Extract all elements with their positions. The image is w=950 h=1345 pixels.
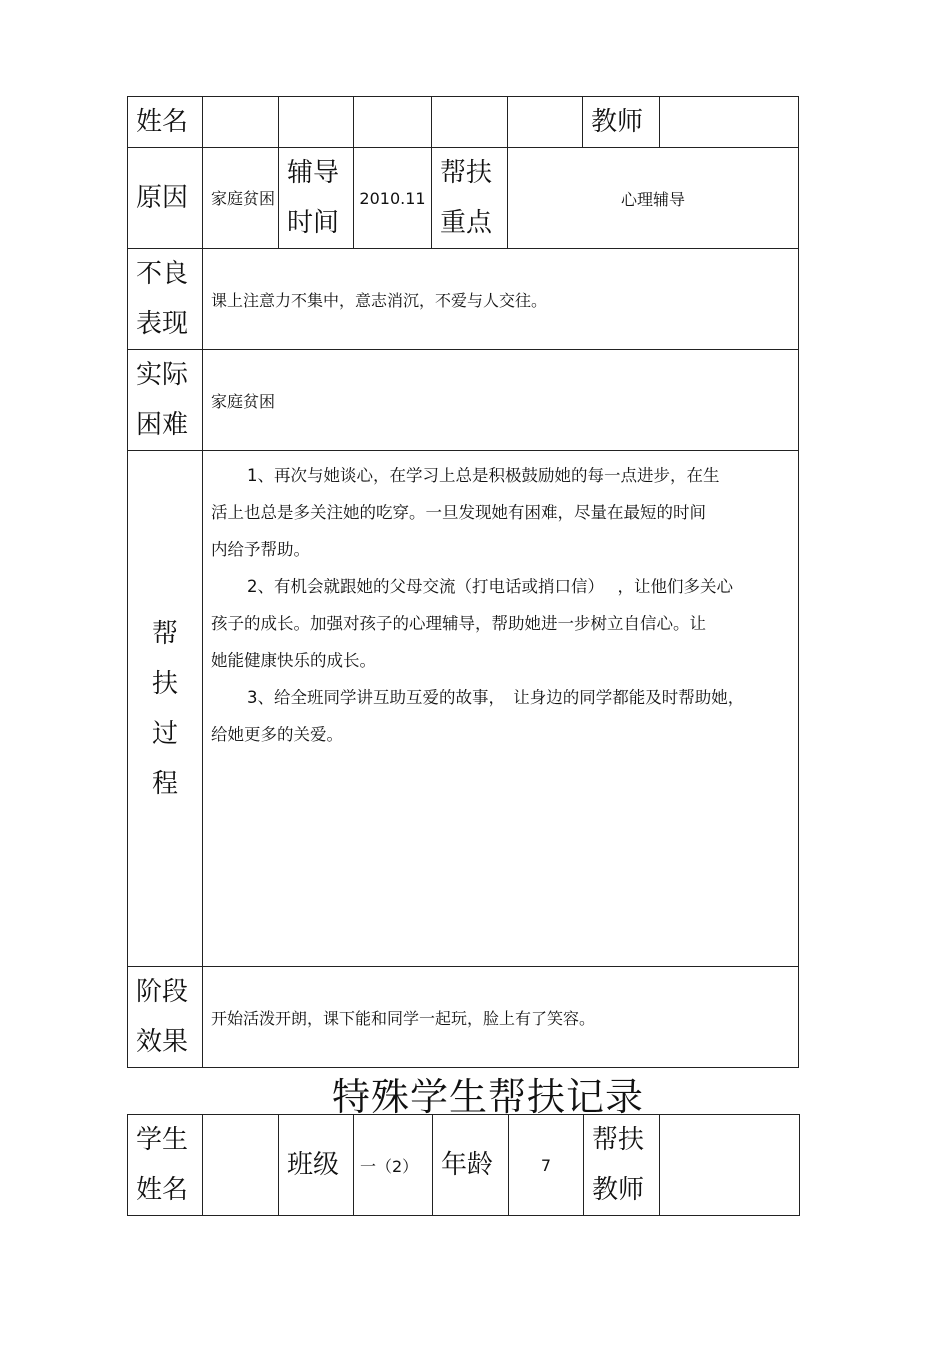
bad-behavior-label-line2: 表现 <box>136 309 189 339</box>
difficulty-label-line2: 困难 <box>136 410 189 440</box>
process-line: 活上也总是多关注她的吃穿。一旦发现她有困难，尽量在最短的时间 <box>211 503 706 522</box>
process-label-char: 过 <box>151 718 178 749</box>
page-title: 特殊学生帮扶记录 <box>331 1075 644 1119</box>
student-name-label-line1: 学生 <box>136 1125 189 1155</box>
name-label: 姓名 <box>128 97 203 148</box>
tutoring-time-label-line2: 时间 <box>287 208 340 238</box>
class-value: 一（2） <box>354 1115 433 1216</box>
helper-teacher-value <box>660 1115 800 1216</box>
result-label-line2: 效果 <box>136 1027 189 1057</box>
teacher-label: 教师 <box>583 97 660 148</box>
bad-behavior-value: 课上注意力不集中，意志消沉，不爱与人交往。 <box>203 249 799 350</box>
difficulty-value: 家庭贫困 <box>203 350 799 451</box>
teacher-value <box>660 97 799 148</box>
focus-label-line1: 帮扶 <box>440 158 493 188</box>
process-line: 3、给全班同学讲互助互爱的故事， 让身边的同学都能及时帮助她， <box>247 688 745 707</box>
bad-behavior-label <box>128 249 203 350</box>
difficulty-label-line1: 实际 <box>136 360 189 390</box>
age-label: 年龄 <box>433 1115 509 1216</box>
tutoring-time-label-line1: 辅导 <box>287 158 340 188</box>
student-help-record-table <box>127 96 799 1068</box>
process-line: 给她更多的关爱。 <box>211 725 343 744</box>
helper-teacher-label-line1: 帮扶 <box>592 1125 645 1155</box>
focus-label-line2: 重点 <box>440 208 493 238</box>
helper-teacher-label <box>584 1115 660 1216</box>
class-label: 班级 <box>279 1115 354 1216</box>
name-cell-4 <box>432 97 508 148</box>
process-label-char: 帮 <box>151 618 178 649</box>
student-name-label-line2: 姓名 <box>136 1175 189 1205</box>
process-line: 内给予帮助。 <box>211 540 310 559</box>
result-label-line1: 阶段 <box>136 977 189 1007</box>
student-name-value <box>203 1115 279 1216</box>
process-label-char: 程 <box>151 768 178 799</box>
student-info-table <box>127 1114 800 1216</box>
reason-label: 原因 <box>128 148 203 249</box>
reason-value: 家庭贫困 <box>203 148 279 249</box>
name-cell-1 <box>203 97 279 148</box>
process-line: 2、有机会就跟她的父母交流（打电话或捎口信） ，让他们多关心 <box>247 577 733 596</box>
difficulty-label <box>128 350 203 451</box>
process-label-char: 扶 <box>151 668 178 699</box>
result-label <box>128 967 203 1068</box>
process-content <box>203 451 799 967</box>
student-name-label <box>128 1115 203 1216</box>
process-line: 1、再次与她谈心，在学习上总是积极鼓励她的每一点进步，在生 <box>247 466 720 485</box>
process-label <box>128 451 203 967</box>
focus-value: 心理辅导 <box>508 148 799 249</box>
helper-teacher-label-line2: 教师 <box>592 1175 645 1205</box>
bad-behavior-label-line1: 不良 <box>136 259 189 289</box>
name-cell-2 <box>279 97 354 148</box>
tutoring-time-value: 2010.11 <box>354 148 432 249</box>
process-line: 她能健康快乐的成长。 <box>211 651 376 670</box>
name-cell-3 <box>354 97 432 148</box>
age-value: 7 <box>509 1115 584 1216</box>
name-cell-5 <box>508 97 583 148</box>
tutoring-time-label <box>279 148 354 249</box>
result-value: 开始活泼开朗，课下能和同学一起玩，脸上有了笑容。 <box>203 967 799 1068</box>
focus-label <box>432 148 508 249</box>
process-line: 孩子的成长。加强对孩子的心理辅导，帮助她进一步树立自信心。让 <box>211 614 706 633</box>
